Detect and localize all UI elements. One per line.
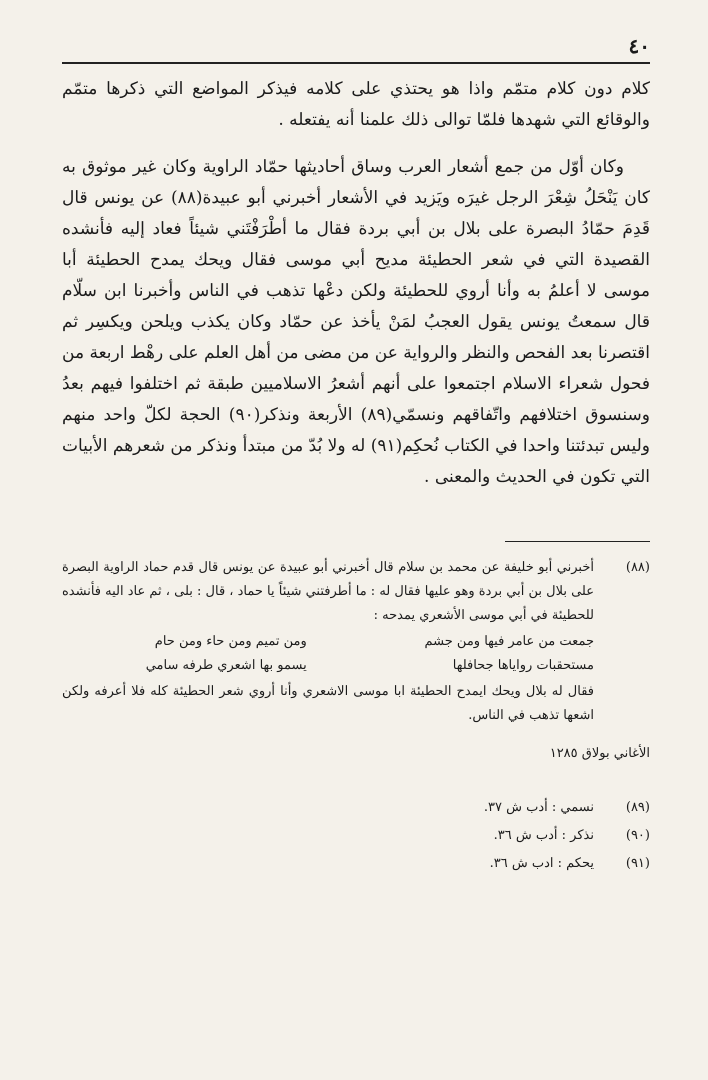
footnote-list <box>62 794 650 878</box>
paragraph: كلام دون كلام متمّم واذا هو يحتذي على كلامه فيذكر المواضع التي ذكرها متمّم والوقائع التي شهدها فلمّا توالى ذلك علمنا أنه يفتعله . <box>62 79 650 130</box>
footnote-text: أخبرني أبو خليفة عن محمد بن سلام قال أخبرني أبو عبيدة عن يونس قال قدم حماد الراوية البصرة على بلال بن أبي بردة وهو عليها فقال له : ما أطرفتني شيئاً يا حماد ، قال : بلى ، ثم عاد اليه فأنشده للحطيئة في أبي موسى الأشعري يمدحه : <box>62 560 594 623</box>
footnote-number: (٨٩) <box>625 800 650 815</box>
paragraph: وكان أوّل من جمع أشعار العرب وساق أحاديثها حمّاد الراوية وكان غير موثوق به كان يَنْحَلُ شِعْرَ الرجل غيرَه ويَزيد في الأشعار أخبرني أبو عبيدة(٨٨) عن يونس قال قَدِمَ حمّادُ البصرة على بلال بن أبي بردة فقال ما أطْرَفْتَني شيئاً فعاد إليه فأنشده القصيدة التي في شعر الحطيئة مديح أبي موسى فقال ويحك يمدح الحطيئة أبا موسى لا أعلمُ به وأنا أروي للحطيئة ولكن دعْها تذهب في الناس وأخبرنا ابن سلّام قال سمعتُ يونس يقول العجبُ لمَنْ يأخذ عن حمّاد وكان يكذب ويلحن ويكسِر ثم اقتصرنا بعد الفحص والنظر والرواية عن من مضى من أهل العلم على رهْط اربعة من فحول شعراء الاسلام اجتمعوا على أنهم أشعرُ الاسلاميين طبقة ثم اختلفوا فيهم بعدُ وسنسوق اختلافهم واتّفاقهم ونسمّي(٨٩) الأربعة ونذكر(٩٠) الحجة لكلّ واحد منهم وليس تبدئتنا واحدا في الكتاب نُحكِم(٩١) له ولا بُدّ من مبتدأ ونذكر من شعرهم الأبيات التي تكون في الحديث والمعنى . <box>62 157 651 487</box>
poem <box>62 630 594 678</box>
verse-second-hemistich: ومن تميم ومن حاء ومن حام <box>154 634 307 649</box>
footnote-text: يحكم : ادب ش ٣٦. <box>489 856 594 871</box>
footnote-text: فقال له بلال ويحك ايمدح الحطيئة ابا موسى الاشعري وأنا أروي شعر الحطيئة كله فلا أعرفه ولكن اشعها تذهب في الناس. <box>62 684 594 723</box>
footnote-text: نذكر : أدب ش ٣٦. <box>493 828 594 843</box>
footnote-source: الأغاني بولاق ١٢٨٥ <box>549 746 650 761</box>
verse-second-hemistich: يسمو بها اشعري طرفه سامي <box>145 658 307 673</box>
footnote <box>62 794 650 822</box>
verse-first-hemistich: جمعت من عامر فيها ومن جشم <box>424 634 594 649</box>
footnote-number: (٨٨) <box>625 560 650 575</box>
main-text <box>62 74 650 493</box>
poem-verse <box>62 630 594 654</box>
footnote-divider <box>505 541 650 542</box>
footnote-main <box>62 556 650 728</box>
footnote-number: (٩١) <box>625 856 650 871</box>
footnote-number: (٩٠) <box>625 828 650 843</box>
verse-first-hemistich: مستحقبات رواياها جحافلها <box>452 658 594 673</box>
page-number: ٤٠ <box>628 34 650 58</box>
footnote <box>62 822 650 850</box>
page-header <box>62 30 650 64</box>
poem-verse <box>62 654 594 678</box>
footnote <box>62 850 650 878</box>
footnote-text: نسمي : أدب ش ٣٧. <box>483 800 594 815</box>
footnote-body <box>62 556 594 728</box>
